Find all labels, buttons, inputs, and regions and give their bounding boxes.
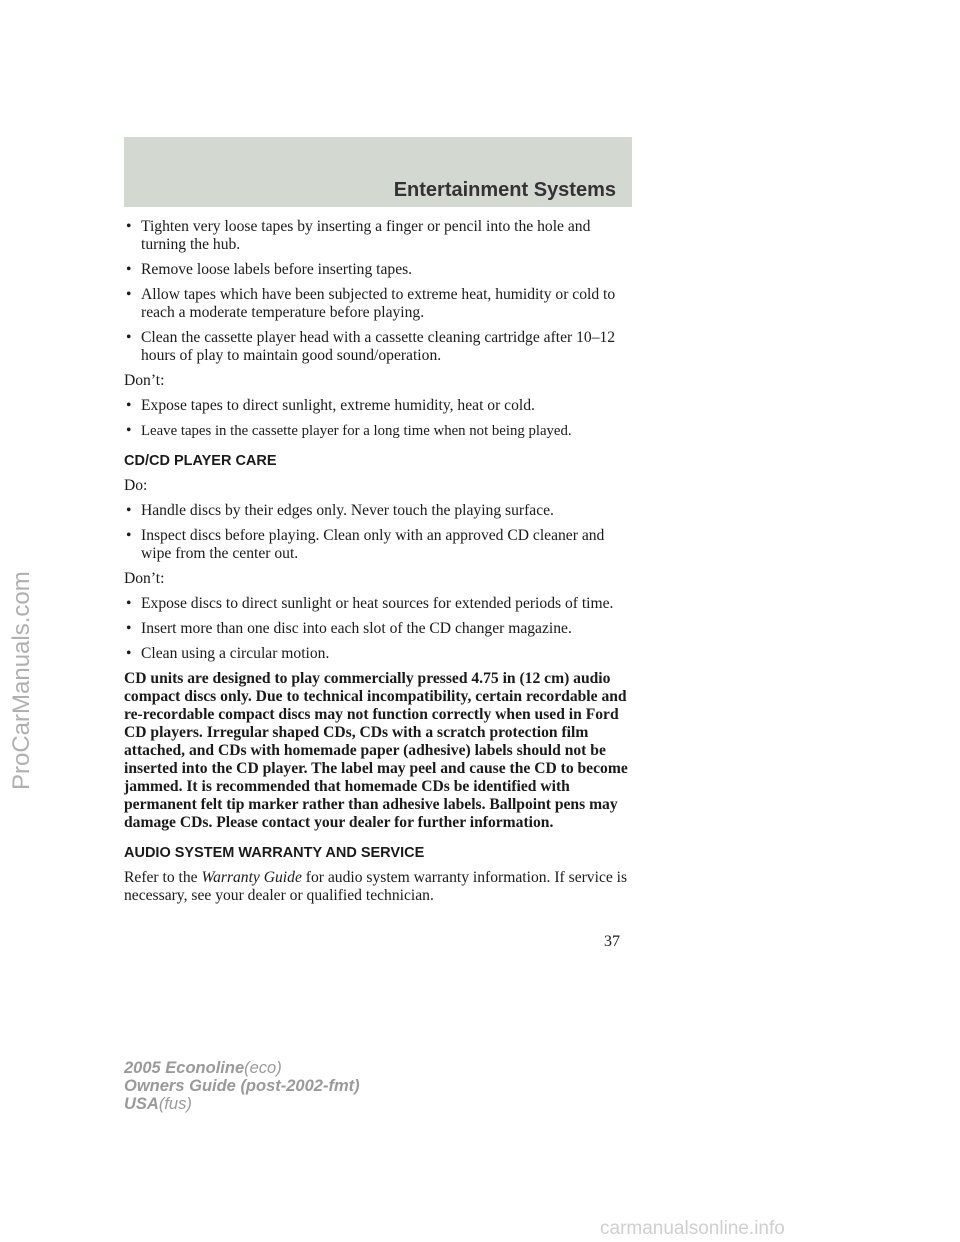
list-item: • Remove loose labels before inserting tapes.	[126, 261, 413, 278]
bullet-icon: •	[126, 218, 132, 235]
cd-warning-paragraph: CD units are designed to play commercially pressed 4.75 in (12 cm) audio compact discs only. Due to technical incompatibility, certain recordable and re-recordable compact discs may not function correctly when used in Ford CD players. Irregular shaped CDs, CDs with a scratch protection film attached, and CDs with homemade paper (adhesive) labels should not be inserted into the CD player. The label may peel and cause the CD to become jammed. It is recommended that homemade CDs be identified with permanent felt tip marker rather than adhesive labels. Ballpoint pens may damage CDs. Please contact your dealer for further information.	[124, 670, 628, 831]
list-item: • Expose tapes to direct sunlight, extreme humidity, heat or cold.	[126, 397, 535, 414]
bullet-icon: •	[126, 595, 132, 612]
bullet-icon: •	[126, 502, 132, 519]
bottom-watermark: carmanualsonline.info	[600, 1218, 785, 1239]
footer-line-1: 2005 Econoline(eco)	[124, 1059, 282, 1077]
bullet-icon: •	[126, 527, 132, 544]
side-watermark: ProCarManuals.com	[8, 571, 35, 790]
dont-label: Don’t:	[124, 570, 165, 587]
warranty-paragraph: Refer to the Warranty Guide for audio system warranty information. If service is necessary, see your dealer or qualified technician.	[124, 869, 628, 904]
do-label: Do:	[124, 477, 148, 494]
dont-label: Don’t:	[124, 372, 165, 389]
bullet-icon: •	[126, 397, 132, 414]
list-item: • Clean using a circular motion.	[126, 645, 330, 662]
list-item: • Insert more than one disc into each slot of the CD changer magazine.	[126, 620, 572, 637]
list-item: • Allow tapes which have been subjected to extreme heat, humidity or cold to reach a moderate temperature before playing.	[126, 286, 616, 321]
warranty-guide-reference: Warranty Guide	[201, 869, 302, 886]
bullet-icon: •	[126, 329, 132, 346]
footer-line-3: USA(fus)	[124, 1095, 192, 1113]
bullet-icon: •	[126, 422, 132, 439]
section-header-band	[124, 137, 632, 207]
list-item: • Expose discs to direct sunlight or heat sources for extended periods of time.	[126, 595, 614, 612]
bullet-icon: •	[126, 620, 132, 637]
footer-line-2: Owners Guide (post-2002-fmt)	[124, 1077, 360, 1095]
cd-care-heading: CD/CD PLAYER CARE	[124, 453, 277, 469]
list-item: • Leave tapes in the cassette player for a long time when not being played.	[126, 422, 572, 439]
bullet-icon: •	[126, 645, 132, 662]
warranty-heading: AUDIO SYSTEM WARRANTY AND SERVICE	[124, 845, 425, 861]
bullet-icon: •	[126, 261, 132, 278]
list-item: • Inspect discs before playing. Clean only with an approved CD cleaner and wipe from the center out.	[126, 527, 605, 562]
list-item: • Clean the cassette player head with a cassette cleaning cartridge after 10–12 hours of play to maintain good sound/operation.	[126, 329, 616, 364]
bullet-icon: •	[126, 286, 132, 303]
list-item: • Handle discs by their edges only. Never touch the playing surface.	[126, 502, 554, 519]
section-title: Entertainment Systems	[393, 179, 616, 201]
list-item: • Tighten very loose tapes by inserting a finger or pencil into the hole and turning the hub.	[126, 218, 591, 253]
document-footer	[124, 1059, 360, 1113]
page-content	[124, 218, 634, 912]
page-number: 37	[604, 933, 620, 950]
